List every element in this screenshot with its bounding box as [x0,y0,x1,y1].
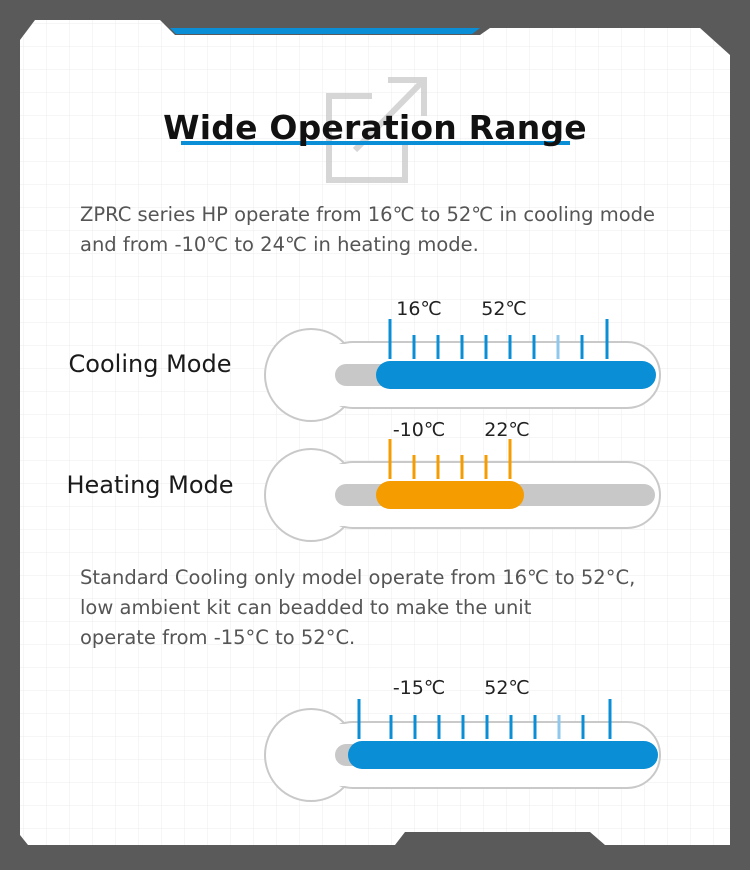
standard-line: Standard Cooling only model operate from 16℃ to 52°C, [80,566,636,589]
intro-paragraph [80,200,680,260]
intro-line: ZPRC series HP operate from 16℃ to 52℃ in cooling mode [80,203,655,226]
cooling-thermometer-fill [376,361,656,389]
heating-min-temp: -10℃ [392,419,446,441]
heating-mode-label: Heating Mode [66,471,234,499]
page-title: Wide Operation Range [163,108,587,147]
standard-line: low ambient kit can beadded to make the unit [80,596,532,619]
lowambient-min-temp: -15℃ [392,677,446,699]
heating-max-temp: 22℃ [484,419,530,441]
lowambient-max-temp: 52℃ [484,677,530,699]
lowambient-thermometer-fill [348,741,658,769]
heating-thermometer-fill [376,481,524,509]
cooling-mode-label: Cooling Mode [68,350,232,378]
cooling-max-temp: 52℃ [481,298,527,320]
standard-line: operate from -15°C to 52°C. [80,626,356,649]
intro-line: and from -10℃ to 24℃ in heating mode. [80,233,479,256]
cooling-min-temp: 16℃ [396,298,442,320]
standard-paragraph [80,563,680,653]
top-accent-bar [170,28,480,34]
